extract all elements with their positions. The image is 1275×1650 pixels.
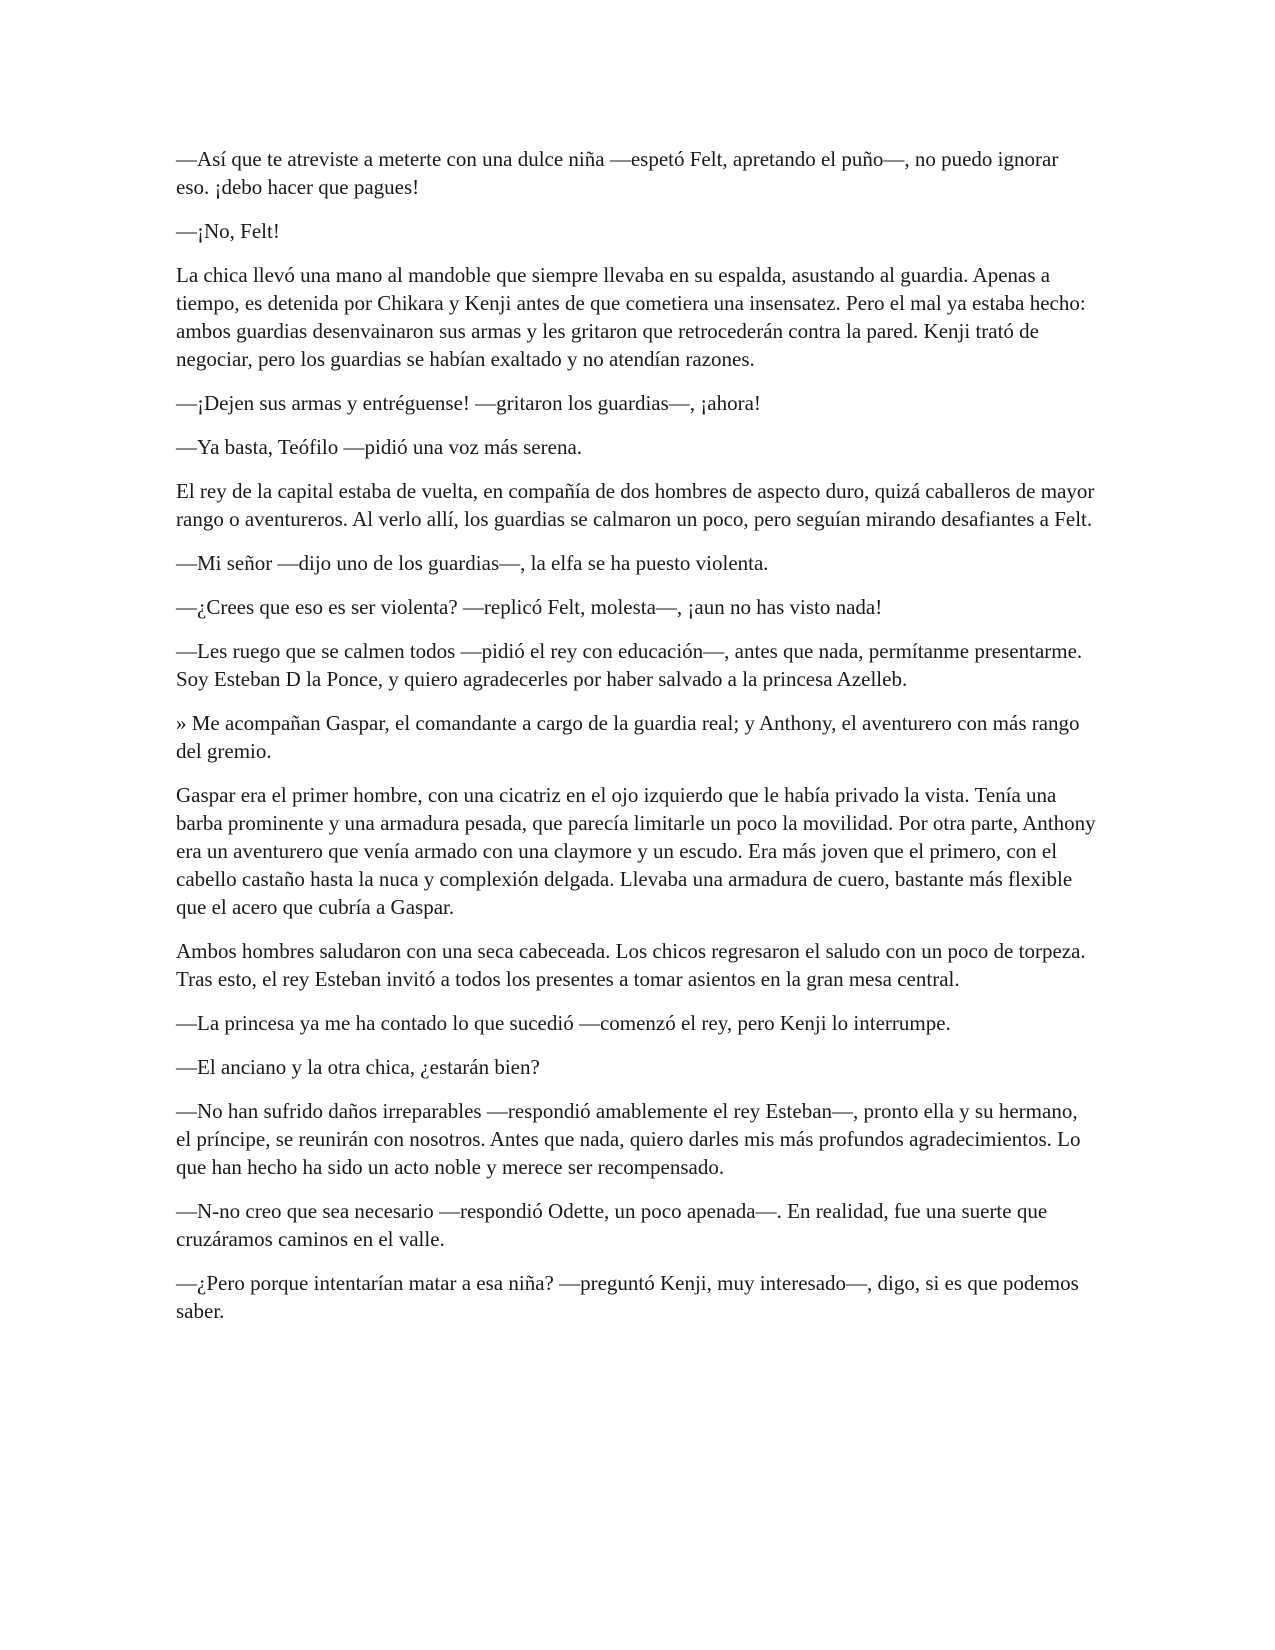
- paragraph: Ambos hombres saludaron con una seca cabeceada. Los chicos regresaron el saludo con un poco de torpeza. Tras esto, el rey Esteban invitó a todos los presentes a tomar asientos en la gran mesa central.: [176, 939, 1086, 991]
- paragraph: El rey de la capital estaba de vuelta, en compañía de dos hombres de aspecto duro, quizá caballeros de mayor rango o aventureros. Al verlo allí, los guardias se calmaron un poco, pero seguían mirando desafiantes a Felt.: [176, 479, 1095, 531]
- paragraph: —¡Dejen sus armas y entréguense! —gritaron los guardias—, ¡ahora!: [176, 391, 761, 415]
- paragraph: La chica llevó una mano al mandoble que siempre llevaba en su espalda, asustando al guardia. Apenas a tiempo, es detenida por Chikara y Kenji antes de que cometiera una insensatez. Pero el mal ya estaba hecho: ambos guardias desenvainaron sus armas y les gritaron que retrocederán contra la pared. Kenji trató de negociar, pero los guardias se habían exaltado y no atendían razones.: [176, 263, 1086, 371]
- paragraph: —¿Crees que eso es ser violenta? —replicó Felt, molesta—, ¡aun no has visto nada!: [176, 595, 883, 619]
- text-body: [176, 145, 1096, 1341]
- paragraph: —El anciano y la otra chica, ¿estarán bien?: [176, 1055, 540, 1079]
- paragraph: —No han sufrido daños irreparables —respondió amablemente el rey Esteban—, pronto ella y su hermano, el príncipe, se reunirán con nosotros. Antes que nada, quiero darles mis más profundos agradecimientos. Lo que han hecho ha sido un acto noble y merece ser recompensado.: [176, 1099, 1081, 1179]
- paragraph: —¿Pero porque intentarían matar a esa niña? —preguntó Kenji, muy interesado—, digo, si es que podemos saber.: [176, 1271, 1079, 1323]
- paragraph: —La princesa ya me ha contado lo que sucedió —comenzó el rey, pero Kenji lo interrumpe.: [176, 1011, 951, 1035]
- paragraph: —Mi señor —dijo uno de los guardias—, la elfa se ha puesto violenta.: [176, 551, 769, 575]
- paragraph: —N-no creo que sea necesario —respondió Odette, un poco apenada—. En realidad, fue una suerte que cruzáramos caminos en el valle.: [176, 1199, 1048, 1251]
- paragraph: —¡No, Felt!: [176, 219, 280, 243]
- paragraph: —Así que te atreviste a meterte con una dulce niña —espetó Felt, apretando el puño—, no puedo ignorar eso. ¡debo hacer que pagues!: [176, 147, 1059, 199]
- paragraph: » Me acompañan Gaspar, el comandante a cargo de la guardia real; y Anthony, el aventurero con más rango del gremio.: [176, 711, 1080, 763]
- paragraph: Gaspar era el primer hombre, con una cicatriz en el ojo izquierdo que le había privado la vista. Tenía una barba prominente y una armadura pesada, que parecía limitarle un poco la movilidad. Por otra parte, Anthony era un aventurero que venía armado con una claymore y un escudo. Era más joven que el primero, con el cabello castaño hasta la nuca y complexión delgada. Llevaba una armadura de cuero, bastante más flexible que el acero que cubría a Gaspar.: [176, 783, 1096, 919]
- paragraph: —Ya basta, Teófilo —pidió una voz más serena.: [176, 435, 583, 459]
- paragraph: —Les ruego que se calmen todos —pidió el rey con educación—, antes que nada, permítanme presentarme. Soy Esteban D la Ponce, y quiero agradecerles por haber salvado a la princesa Azelleb.: [176, 639, 1083, 691]
